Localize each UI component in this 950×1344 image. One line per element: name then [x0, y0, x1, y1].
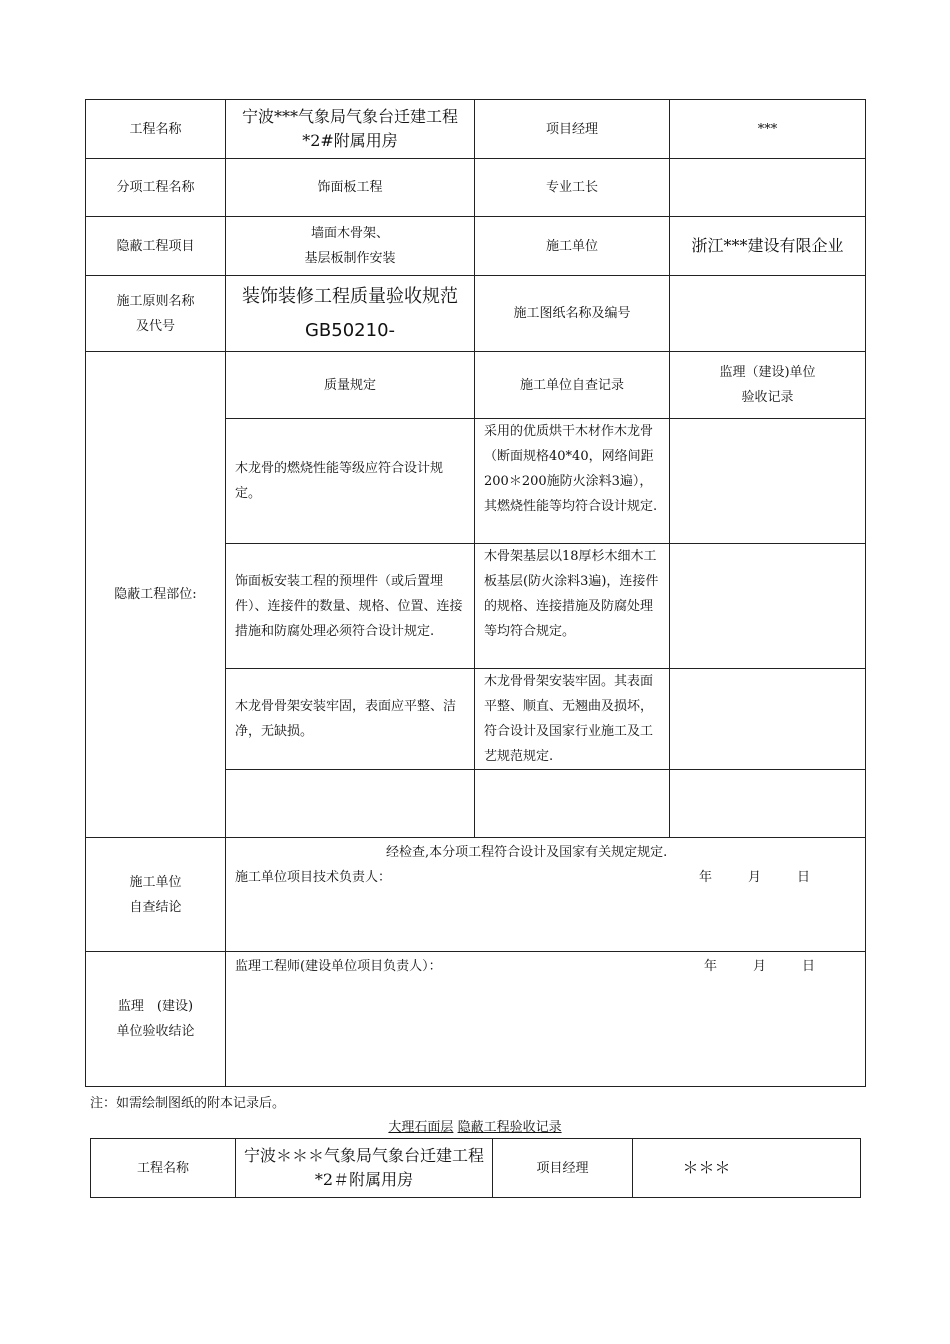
selfcheck-record-cell [475, 770, 670, 838]
sub-project-label: 分项工程名称 [86, 159, 226, 217]
location-label: 隐蔽工程部位: [86, 352, 226, 838]
standard-value-line-2: GB50210- [304, 319, 396, 341]
quality-requirement-cell: 木龙骨的燃烧性能等级应符合设计规定。 [226, 419, 475, 544]
column-header-selfcheck: 施工单位自查记录 [475, 352, 670, 419]
supervision-record-cell [670, 770, 866, 838]
quality-requirement-cell: 木龙骨骨架安装牢固，表面应平整、洁净，无缺损。 [226, 669, 475, 770]
quality-requirement-cell: 饰面板安装工程的预埋件（或后置埋件）、连接件的数量、规格、位置、连接措施和防腐处理必须符合设计规定. [226, 544, 475, 669]
self-conclusion-date [699, 865, 865, 890]
date-month: 月 [752, 959, 766, 974]
standard-label [86, 276, 226, 352]
supervision-signer: 监理工程师(建设单位项目负责人）： [235, 959, 442, 974]
hidden-item-value [226, 217, 475, 276]
supervision-signature-line [226, 952, 865, 979]
date-year: 年 [698, 870, 712, 885]
supervision-conclusion-cell [226, 952, 866, 1087]
project-name-label: 工程名称 [86, 100, 226, 159]
acceptance-record-table [85, 99, 866, 1087]
supervision-record-cell [670, 669, 866, 770]
selfcheck-record-cell: 木龙骨骨架安装牢固。其表面平整、顺直、无翘曲及损坏，符合设计及国家行业施工及工艺规范规定. [475, 669, 670, 770]
selfcheck-record-cell: 采用的优质烘干木材作木龙骨（断面规格40*40，网络间距200＊200施防火涂料3遍），其燃烧性能等均符合设计规定. [475, 419, 670, 544]
hidden-item-value-line-2: 基层板制作安装 [304, 251, 396, 266]
date-day: 日 [801, 959, 815, 974]
project-manager-value: ＊＊＊ [633, 1139, 861, 1198]
project-manager-value: *** [670, 100, 866, 159]
foreman-value [670, 159, 866, 217]
second-record-title-part-2: 隐蔽工程验收记录 [457, 1120, 562, 1135]
standard-label-line-1: 施工原则名称 [116, 293, 195, 309]
contractor-value: 浙江***建设有限企业 [670, 217, 866, 276]
self-conclusion-text: 经检查,本分项工程符合设计及国家有关规定规定. [386, 845, 668, 860]
project-manager-label: 项目经理 [493, 1139, 633, 1198]
self-conclusion-signature-line [226, 865, 865, 890]
standard-value-line-1: 装饰装修工程质量验收规范 [242, 285, 458, 307]
standard-value [226, 276, 475, 352]
self-conclusion-signer: 施工单位项目技术负责人： [235, 870, 392, 885]
supervision-conclusion-label-line-1: 监理 (建设) [117, 999, 194, 1014]
supervision-conclusion-label-line-2: 单位验收结论 [116, 1024, 195, 1039]
footnote: 注：如需绘制图纸的附本记录后。 [90, 1096, 286, 1111]
column-header-quality: 质量规定 [226, 352, 475, 419]
column-header-supervision-line-2: 验收记录 [741, 390, 794, 405]
standard-label-line-2: 及代号 [135, 318, 175, 334]
project-name-value: 宁波***气象局气象台迁建工程*2#附属用房 [226, 100, 475, 159]
quality-requirement-cell [226, 770, 475, 838]
column-header-supervision [670, 352, 866, 419]
hidden-item-value-line-1: 墙面木骨架、 [310, 226, 389, 241]
date-day: 日 [796, 870, 810, 885]
contractor-label: 施工单位 [475, 217, 670, 276]
drawing-value [670, 276, 866, 352]
self-conclusion-label-line-2: 自查结论 [129, 899, 182, 915]
self-conclusion-label-line-1: 施工单位 [129, 874, 182, 890]
project-manager-label: 项目经理 [475, 100, 670, 159]
date-year: 年 [703, 959, 717, 974]
drawing-label: 施工图纸名称及编号 [475, 276, 670, 352]
selfcheck-record-cell: 木骨架基层以18厚杉木细木工板基层(防火涂料3遍)，连接件的规格、连接措施及防腐处理等均符合规定。 [475, 544, 670, 669]
supervision-record-cell [670, 419, 866, 544]
project-name-value: 宁波＊＊＊气象局气象台迁建工程*2＃附属用房 [236, 1139, 493, 1198]
supervision-conclusion-label [86, 952, 226, 1087]
second-record-table [90, 1138, 861, 1198]
supervision-date [704, 954, 865, 979]
self-conclusion-cell [226, 838, 866, 952]
supervision-record-cell [670, 544, 866, 669]
hidden-item-label: 隐蔽工程项目 [86, 217, 226, 276]
project-name-label: 工程名称 [91, 1139, 236, 1198]
date-month: 月 [747, 870, 761, 885]
self-conclusion-label [86, 838, 226, 952]
second-record-title-part-1: 大理石面层 [388, 1120, 454, 1135]
sub-project-value: 饰面板工程 [226, 159, 475, 217]
column-header-supervision-line-1: 监理（建设)单位 [719, 365, 816, 380]
foreman-label: 专业工长 [475, 159, 670, 217]
second-record-title [0, 1116, 950, 1135]
